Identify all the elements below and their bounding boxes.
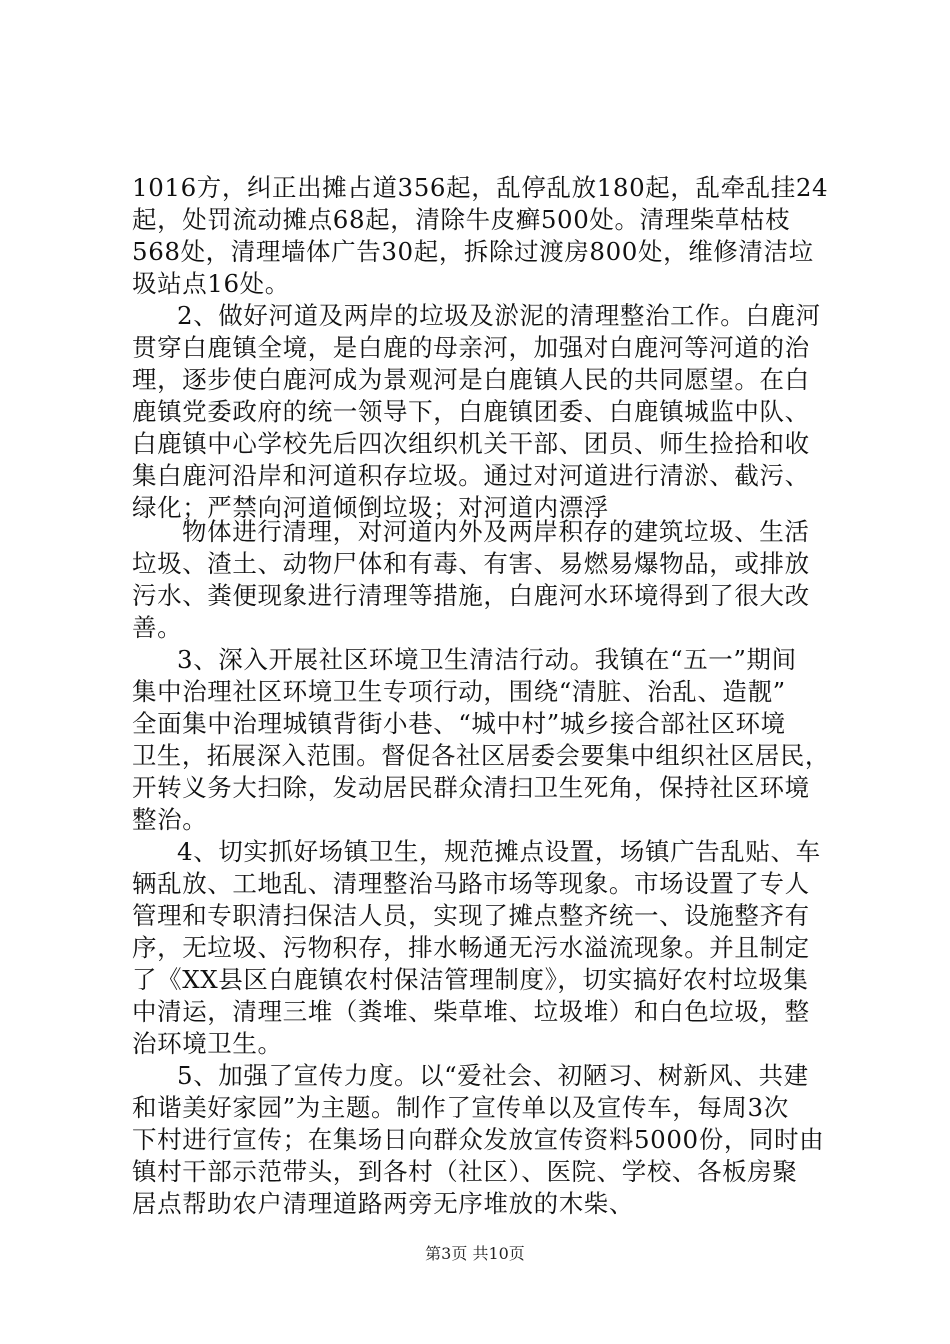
text-line: 管理和专职清扫保洁人员，实现了摊点整齐统一、设施整齐有 [132,901,810,930]
paragraph-first-line: 5、加强了宣传力度。以“爱社会、初陋习、树新风、共建 [177,1061,809,1090]
text-line: 镇村干部示范带头，到各村（社区）、医院、学校、各板房聚 [132,1157,798,1186]
text-line: 居点帮助农户清理道路两旁无序堆放的木柴、 [132,1189,634,1218]
text-line: 善。 [132,613,183,642]
text-line: 鹿镇党委政府的统一领导下，白鹿镇团委、白鹿镇城监中队、 [132,397,810,426]
text-line: 下村进行宣传；在集场日向群众发放宣传资料5000份，同时由 [132,1125,825,1154]
text-line: 治环境卫生。 [132,1029,283,1058]
text-line: 污水、粪便现象进行清理等措施，白鹿河水环境得到了很大改 [132,581,810,610]
text-line: 白鹿镇中心学校先后四次组织机关干部、团员、师生捡拾和收 [132,429,810,458]
text-line: 全面集中治理城镇背街小巷、“城中村”城乡接合部社区环境 [132,709,786,738]
paragraph-first-line: 4、切实抓好场镇卫生，规范摊点设置，场镇广告乱贴、车 [177,837,821,866]
text-line: 绿化；严禁向河道倾倒垃圾；对河道内漂浮 [132,493,609,522]
text-line: 理，逐步使白鹿河成为景观河是白鹿镇人民的共同愿望。在白 [132,365,810,394]
text-line: 开转义务大扫除，发动居民群众清扫卫生死角，保持社区环境 [132,773,810,802]
text-line: 整治。 [132,805,208,834]
text-line: 序，无垃圾、污物积存，排水畅通无污水溢流现象。并且制定 [132,933,810,962]
text-line: 了《XX县区白鹿镇农村保洁管理制度》，切实搞好农村垃圾集 [132,965,809,994]
text-line: 集中治理社区环境卫生专项行动，围绕“清脏、治乱、造靓” [132,677,786,706]
paragraph-first-line: 物体进行清理，对河道内外及两岸积存的建筑垃圾、生活 [182,517,810,546]
paragraph-first-line: 2、做好河道及两岸的垃圾及淤泥的清理整治工作。白鹿河 [177,301,821,330]
page-footer: 第3页 共10页 [425,1244,525,1263]
text-line: 辆乱放、工地乱、清理整治马路市场等现象。市场设置了专人 [132,869,810,898]
text-line: 568处，清理墙体广告30起，拆除过渡房800处，维修清洁垃 [132,237,814,266]
text-line: 垃圾、渣土、动物尸体和有毒、有害、易燃易爆物品，或排放 [132,549,810,578]
text-line: 集白鹿河沿岸和河道积存垃圾。通过对河道进行清淤、截污、 [132,461,810,490]
paragraph-first-line: 3、深入开展社区环境卫生清洁行动。我镇在“五一”期间 [177,645,797,674]
text-line: 和谐美好家园”为主题。制作了宣传单以及宣传车，每周3次 [132,1093,789,1122]
text-line: 卫生，拓展深入范围。督促各社区居委会要集中组织社区居民， [132,741,830,770]
text-line: 起，处罚流动摊点68起，清除牛皮癣500处。清理柴草枯枝 [132,205,791,234]
text-line: 贯穿白鹿镇全境，是白鹿的母亲河，加强对白鹿河等河道的治 [132,333,810,362]
text-line: 1016方，纠正出摊占道356起，乱停乱放180起，乱牵乱挂24 [132,173,829,202]
text-line: 中清运，清理三堆（粪堆、柴草堆、垃圾堆）和白色垃圾，整 [132,997,810,1026]
text-line: 圾站点16处。 [132,269,290,298]
